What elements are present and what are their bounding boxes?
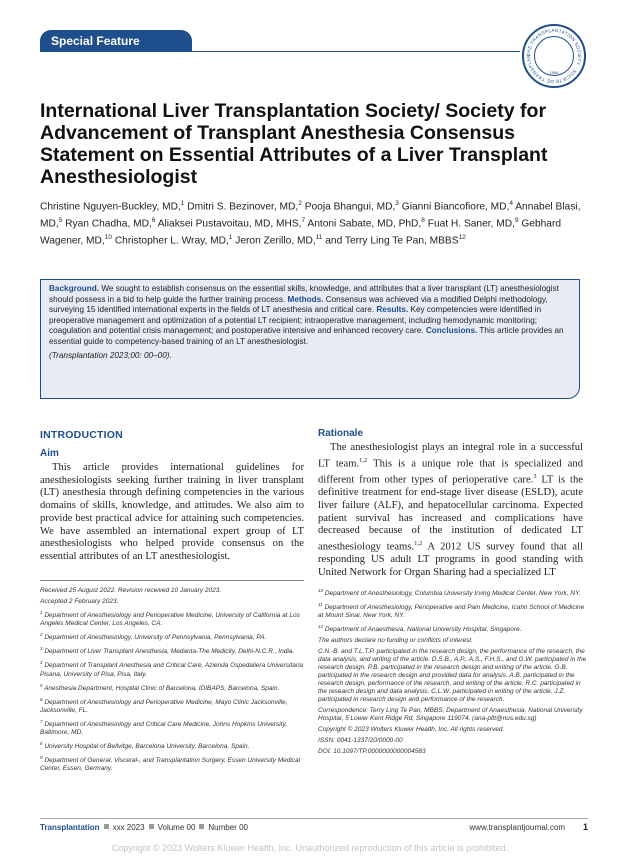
abstract-background-text: We sought to establish consensus on the essential skills, knowledge, and attributes that a liver transplant (LT) anesthesiologist should possess in a bid to help guide the further training process.: [49, 284, 559, 304]
footnote: [40, 740, 304, 751]
footnote: [318, 601, 588, 620]
footnote: [40, 645, 304, 656]
footnote-number: 4: [40, 660, 43, 666]
copyright-notice: Copyright © 2023 Wolters Kluwer Health, Inc. Unauthorized reproduction of this article is prohibited.: [111, 843, 509, 853]
author-name: Gianni Biancofiore, MD,: [401, 201, 510, 213]
abstract-results-text: Key competencies were identified in preoperative management and optimization of a potential LT recipient; intraoperative management, including hemodynamic monitoring; coagulation and potential crisis management; and postoperative intensive and enhanced recovery care.: [49, 305, 542, 336]
author-name: Gebhard Wagener, MD,: [40, 218, 562, 247]
footnote-text: Copyright © 2023 Wolters Kluwer Health, Inc. All rights reserved.: [318, 726, 505, 734]
author-name: Dmitri S. Bezinover, MD,: [187, 201, 299, 213]
author-affiliation-ref: 6: [151, 216, 156, 224]
author-affiliation-ref: 3: [395, 200, 399, 207]
author-affiliation-ref: 8: [421, 216, 425, 224]
footnote-text: Department of Liver Transplant Anesthesia, Medanta-The Medicity, Delhi-N.C.R., India.: [44, 648, 295, 656]
footnote-rule: [40, 580, 304, 581]
footnote: [318, 707, 588, 723]
footnote-text: DOI: 10.1097/TP.0000000000004583: [318, 748, 426, 756]
footnote: [40, 631, 304, 642]
footnote-text: Department of Anesthesiology, University of Pennsylvania, Pennsylvania, PA.: [44, 634, 267, 642]
footnote-number: 10: [318, 588, 324, 593]
footnote: [318, 587, 588, 598]
author-name: Ryan Chadha, MD,: [65, 218, 152, 230]
footnotes-left: [40, 587, 304, 776]
footnote: [318, 748, 588, 756]
footnote-text: Correspondence: Terry Ling Te Pan, MBBS, Department of Anaesthesia, National University Hospital, 5 Lower Kent Ridge Rd, Singapore 119074. (ana-pltt@nus.edu.sg): [318, 707, 583, 723]
author-name: Pooja Bhangui, MD,: [304, 201, 396, 213]
footnote: [40, 609, 304, 628]
footnote-text: Department of Anesthesiology and Critical Care Medicine, Johns Hopkins University, Baltimore, MD.: [40, 721, 288, 737]
footnote-number: 5: [40, 682, 43, 688]
footnote-number: 12: [318, 624, 324, 630]
footnote-text: Department of Anesthesiology, Perioperative and Pain Medicine, Icahn School of Medicine at Mount Sinai, New York, NY.: [318, 604, 585, 620]
author-affiliation-ref: 7: [301, 216, 306, 224]
author-name: Christine Nguyen-Buckley, MD,: [40, 201, 181, 213]
author-affiliation-ref: 5: [58, 216, 63, 224]
separator-square-icon: [104, 824, 109, 829]
author-affiliation-ref: 11: [315, 233, 323, 241]
footnote: [318, 726, 588, 734]
footnote-text: Accepted 2 February 2023.: [40, 598, 119, 605]
footer-number: Number 00: [208, 823, 248, 832]
footnote-text: Department of Anesthesiology and Perioperative Medicine, Mayo Clinic Jacksonville, Jacksonville, FL.: [40, 698, 288, 714]
author-affiliation-ref: 2: [298, 200, 302, 207]
footnote: [40, 587, 304, 595]
footnote-number: 9: [40, 755, 43, 761]
author-affiliation-ref: 1: [180, 200, 185, 207]
footer-journal-info: [40, 823, 248, 832]
author-name: and Terry Ling Te Pan, MBBS: [325, 235, 459, 247]
footnote: [40, 718, 304, 737]
footnote-text: Department of Anaesthesia, National University Hospital, Singapore.: [324, 626, 522, 634]
abstract-background-label: Background.: [49, 284, 100, 293]
footnote-number: 8: [40, 741, 43, 747]
abstract-citation: (Transplantation 2023;00: 00–00).: [49, 350, 172, 360]
author-affiliation-ref: 12: [458, 233, 466, 241]
author-affiliation-ref: 9: [514, 216, 519, 224]
author-name: Jeron Zerillo, MD,: [235, 235, 316, 247]
abstract-box: [40, 279, 580, 399]
author-affiliation-ref: 10: [104, 233, 112, 241]
author-affiliation-ref: 1: [228, 233, 233, 241]
footnote-number: 2: [40, 632, 43, 638]
footnote: [40, 598, 304, 606]
footnote-text: ISSN: 0041-1337/20/0000-00: [318, 737, 403, 745]
footnote-text: Department of Transplant Anesthesia and Critical Care, Azienda Ospedaliera Universitaria Pisana, University of Pisa, Pisa, Italy.: [40, 662, 304, 678]
abstract-results-label: Results.: [376, 305, 409, 315]
author-name: Fuat H. Saner, MD,: [427, 218, 515, 230]
footnote: [40, 659, 304, 678]
society-seal-icon: [522, 24, 586, 88]
section-tab: [40, 30, 192, 52]
article-title: International Liver Transplantation Society/ Society for Advancement of Transplant Anesthesia Consensus Statement on Essential Attributes of a Liver Transplant Anesthesiologist: [40, 100, 548, 188]
footnote-number: 3: [40, 646, 43, 652]
footnote-text: Department of Anesthesiology, Columbia University Irving Medical Center, New York, NY.: [324, 590, 581, 598]
footnote: [40, 754, 304, 773]
footnote: [318, 648, 588, 704]
footer-website[interactable]: www.transplantjournal.com: [469, 823, 565, 832]
footnotes-right: [318, 587, 588, 759]
footnote: [318, 623, 588, 634]
abstract-body: [49, 284, 571, 348]
footnote: [40, 682, 304, 693]
author-name: Aliaksei Pustavoitau, MD, MHS,: [157, 218, 302, 230]
footnote-number: 7: [40, 718, 43, 724]
rationale-paragraph: The anesthesiologist plays an integral role in a successful LT team.$^{1,2}$ This is a unique role that is specialized and different from other types of perioperative care.$^3$ LT is the definitive treatment for end-stage liver disease (ESLD), acute liver failure (ALF), and hepatocellular carcinoma. Expected patient survival has increased and complications have decreased because of the institution of dedicated LT anesthesiology teams.$^{1,2}$ A 2012 US survey found that all responding US adult LT programs in good standing with United Network for Organ Sharing had a specialized LT: [318, 442, 583, 578]
author-list: [40, 197, 588, 248]
page-number: 1: [582, 822, 588, 832]
seal-ring-text: THE TRANSPLANTATION SOCIETY · SOCIETE DE TRANSPLAN: [525, 27, 583, 85]
author-name: Christopher L. Wray, MD,: [114, 235, 229, 247]
author-name: Annabel Blasi, MD,: [40, 201, 581, 230]
seal-year: 1966: [549, 70, 559, 75]
separator-square-icon: [149, 824, 154, 829]
footnote-number: 11: [318, 602, 323, 608]
footnote-text: Anesthesia Department, Hospital Clinic of Barcelona, IDIBAPS, Barcelona, Spain.: [44, 684, 280, 692]
footnote-number: 1: [40, 610, 43, 615]
author-name: Antoni Sabate, MD, PhD,: [307, 218, 422, 230]
footnote-text: The authors declare no funding or conflicts of interest.: [318, 637, 474, 645]
abstract-methods-label: Methods.: [287, 294, 324, 304]
footnote: [318, 737, 588, 745]
rationale-heading: Rationale: [318, 428, 364, 439]
footnote-number: 6: [40, 696, 43, 702]
footnote-text: Department of General, Visceral-, and Transplantation Surgery, Essen University Medical Center, Essen, Germany.: [40, 757, 301, 773]
footer-volume: Volume 00: [157, 823, 196, 832]
header-rule: [40, 51, 520, 52]
footer-date: xxx 2023: [112, 823, 145, 832]
introduction-heading: INTRODUCTION: [40, 429, 123, 441]
author-affiliation-ref: 4: [509, 200, 513, 207]
abstract-methods-text: Consensus was achieved via a modified Delphi methodology, surveying 15 identified international experts in the fields of LT anesthesia and critical care.: [49, 294, 548, 315]
separator-square-icon: [199, 824, 204, 829]
footnote-text: University Hospital of Bellvitge, Barcelona University, Barcelona, Spain.: [44, 743, 250, 751]
aim-heading: Aim: [40, 448, 59, 459]
footnote-text: Department of Anesthesiology and Perioperative Medicine, University of California at Los Angeles Medical Center, Los Angeles, CA.: [40, 612, 300, 628]
footer-rule: [40, 818, 588, 819]
abstract-conclusions-text: This article provides an essential guide to competency-based training of an LT anesthesiologist.: [49, 326, 564, 346]
footnote: [318, 637, 588, 645]
footnote: [40, 696, 304, 715]
footnote-text: C.N.-B. and T.L.T.P. participated in the research design, the performance of the research, the data analysis, and writing of the article. D.S.B., A.P., A.S., F.H.S., and G.W. participated in the research design. P.B. participated in the research design and writing of the article. G.B. participated in the research design and provided data for analysis. A.B. participated in the research design, performance of the research, and writing of the article. R.C. participated in the research design and data analysis. C.L.W. participated in writing of the article. J.Z. participated in research design and performance of the research.: [318, 648, 587, 704]
footnote-text: Received 25 August 2022. Revision received 10 January 2023.: [40, 587, 222, 594]
aim-paragraph: This article provides international guidelines for anesthesiologists seeking further training in liver transplant (LT) anesthesia through defining competencies in the various domains of skills, knowledge, and attitudes. We also aim to provide best practical advice for attaining such competencies. We have assembled an international expert group of LT anesthesiologists who helped provide consensus on the essential attributes of an LT anesthesiologist.: [40, 462, 304, 562]
footer-journal: Transplantation: [40, 823, 100, 832]
abstract-conclusions-label: Conclusions.: [425, 326, 478, 336]
section-label: Special Feature: [51, 34, 140, 48]
